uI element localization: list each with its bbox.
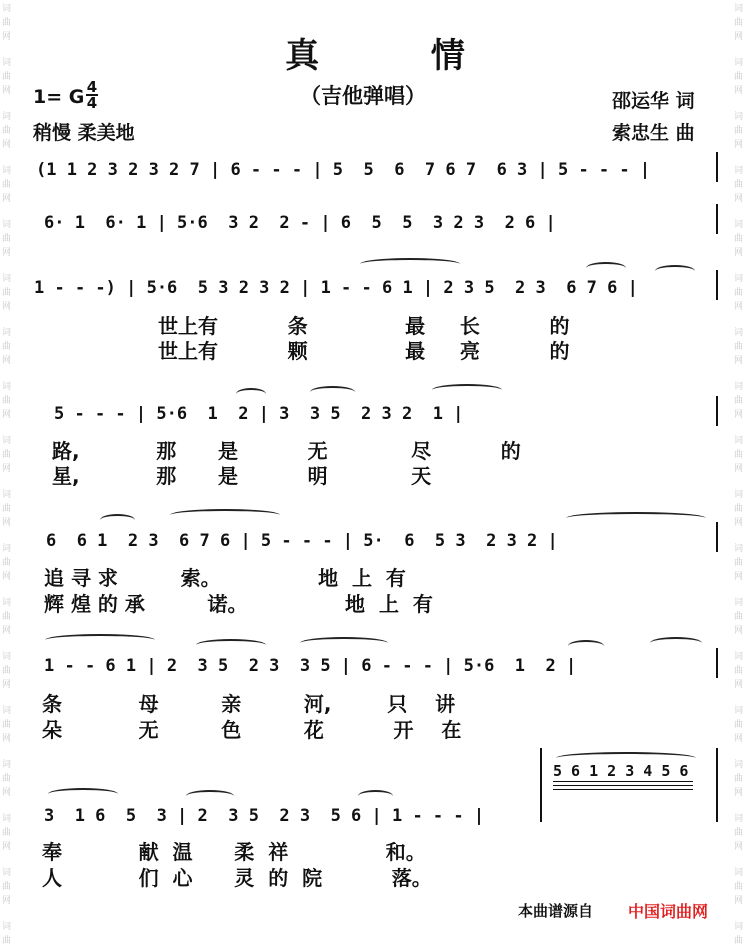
watermark-char: 网 — [2, 518, 12, 528]
score-row-3-notes: 1 - - -) | 5·6 5 3 2 3 2 | 1 - - 6 1 | 2 3 5 2 3 6 7 6 | — [34, 278, 638, 298]
watermark-char: 曲 — [2, 126, 12, 136]
watermark-char: 词 — [734, 652, 744, 662]
time-signature — [86, 80, 98, 110]
watermark-char: 词 — [734, 490, 744, 500]
watermark-char: 词 — [2, 598, 12, 608]
score-row-3-lyric-2: 世上有 颗 最 亮 的 — [158, 339, 570, 363]
song-title: 真 情 — [285, 36, 515, 76]
watermark-char: 词 — [2, 112, 12, 122]
slur — [586, 262, 626, 274]
watermark-char: 词 — [734, 274, 744, 284]
watermark-char: 曲 — [2, 882, 12, 892]
watermark-char: 曲 — [734, 18, 744, 28]
slur — [360, 258, 460, 270]
watermark-char: 词 — [2, 544, 12, 554]
watermark-right — [732, 0, 750, 949]
slur — [568, 640, 604, 652]
barline — [716, 748, 718, 822]
watermark-char: 网 — [734, 734, 744, 744]
watermark-char: 曲 — [2, 558, 12, 568]
watermark-char: 词 — [734, 436, 744, 446]
watermark-char: 词 — [2, 814, 12, 824]
slur — [358, 790, 393, 802]
watermark-char: 词 — [734, 760, 744, 770]
watermark-char: 网 — [734, 302, 744, 312]
lyricist: 邵运华 词 — [612, 90, 695, 112]
watermark-char: 网 — [734, 842, 744, 852]
score-row-4-lyric-1: 路, 那 是 无 尽 的 — [52, 439, 521, 463]
watermark-char: 网 — [2, 140, 12, 150]
watermark-char: 词 — [2, 166, 12, 176]
watermark-char: 曲 — [2, 396, 12, 406]
slur — [170, 509, 280, 521]
watermark-char: 词 — [734, 382, 744, 392]
watermark-char: 曲 — [734, 72, 744, 82]
score-row-2-notes: 6· 1 6· 1 | 5·6 3 2 2 - | 6 5 5 3 2 3 2 6 | — [44, 213, 556, 233]
watermark-char: 网 — [734, 464, 744, 474]
watermark-char: 网 — [734, 680, 744, 690]
tempo-marking: 稍慢 柔美地 — [33, 122, 135, 144]
watermark-char: 曲 — [2, 450, 12, 460]
watermark-char: 网 — [2, 86, 12, 96]
watermark-char: 词 — [2, 706, 12, 716]
watermark-char: 网 — [734, 572, 744, 582]
watermark-char: 词 — [734, 328, 744, 338]
watermark-char: 词 — [734, 112, 744, 122]
watermark-char: 词 — [2, 274, 12, 284]
score-row-5-lyric-2: 辉 煌 的 承 诺。 地 上 有 — [44, 592, 433, 616]
key-signature: 1= G — [33, 86, 85, 108]
watermark-char: 网 — [2, 788, 12, 798]
watermark-char: 曲 — [734, 396, 744, 406]
watermark-char: 词 — [734, 58, 744, 68]
slur — [556, 752, 696, 764]
time-bottom: 4 — [86, 94, 98, 112]
watermark-char: 词 — [2, 922, 12, 932]
song-subtitle: （吉他弹唱） — [300, 84, 426, 108]
watermark-char: 词 — [734, 922, 744, 932]
watermark-char: 网 — [734, 356, 744, 366]
watermark-char: 词 — [2, 58, 12, 68]
watermark-char: 词 — [2, 436, 12, 446]
score-row-7-lyric-1: 奉 献 温 柔 祥 和。 — [42, 840, 426, 864]
watermark-char: 曲 — [734, 180, 744, 190]
watermark-char: 网 — [2, 410, 12, 420]
watermark-char: 网 — [734, 896, 744, 906]
watermark-char: 曲 — [734, 504, 744, 514]
score-row-6-notes: 1 - - 6 1 | 2 3 5 2 3 3 5 | 6 - - - | 5·6 1 2 | — [44, 656, 577, 676]
slur — [100, 514, 135, 526]
barline — [716, 396, 718, 426]
watermark-char: 网 — [2, 194, 12, 204]
watermark-char: 网 — [2, 896, 12, 906]
watermark-char: 网 — [2, 464, 12, 474]
watermark-char: 词 — [2, 760, 12, 770]
watermark-char: 曲 — [2, 72, 12, 82]
watermark-char: 网 — [2, 302, 12, 312]
watermark-char: 词 — [734, 706, 744, 716]
slur — [186, 790, 234, 802]
watermark-char: 曲 — [2, 828, 12, 838]
score-row-3-lyric-1: 世上有 条 最 长 的 — [158, 314, 570, 338]
score-row-4-notes: 5 - - - | 5·6 1 2 | 3 3 5 2 3 2 1 | — [54, 404, 464, 424]
watermark-char: 曲 — [734, 936, 744, 946]
site-brand-link[interactable]: 中国词曲网 — [628, 902, 709, 921]
watermark-char: 词 — [2, 868, 12, 878]
score-row-5-notes: 6 6 1 2 3 6 7 6 | 5 - - - | 5· 6 5 3 2 3 2 | — [46, 531, 558, 551]
watermark-char: 曲 — [734, 666, 744, 676]
coda-run: 5 6 1 2 3 4 5 6 — [553, 762, 689, 780]
watermark-char: 曲 — [734, 612, 744, 622]
watermark-char: 曲 — [2, 936, 12, 946]
watermark-char: 网 — [734, 518, 744, 528]
score-row-7-notes: 3 1 6 5 3 | 2 3 5 2 3 5 6 | 1 - - - | — [44, 806, 485, 826]
slur — [45, 634, 155, 646]
watermark-char: 曲 — [734, 450, 744, 460]
watermark-char: 词 — [2, 220, 12, 230]
barline — [716, 648, 718, 678]
composer: 索忠生 曲 — [612, 122, 695, 144]
beam-line — [553, 789, 693, 790]
slur — [566, 512, 706, 524]
watermark-char: 词 — [2, 490, 12, 500]
slur — [655, 265, 695, 277]
watermark-char: 词 — [2, 328, 12, 338]
watermark-char: 曲 — [734, 342, 744, 352]
watermark-char: 网 — [734, 140, 744, 150]
watermark-char: 词 — [2, 652, 12, 662]
watermark-char: 网 — [2, 842, 12, 852]
watermark-char: 网 — [734, 194, 744, 204]
slur — [650, 637, 702, 649]
barline — [716, 204, 718, 234]
source-text: 本曲谱源自 — [518, 902, 594, 920]
watermark-char: 网 — [2, 248, 12, 258]
slur — [48, 788, 118, 800]
score-row-5-lyric-1: 追 寻 求 索。 地 上 有 — [44, 566, 406, 590]
watermark-char: 网 — [2, 356, 12, 366]
slur — [432, 384, 502, 396]
score-row-6-lyric-2: 朵 无 色 花 开 在 — [42, 718, 462, 742]
watermark-char: 词 — [734, 814, 744, 824]
score-row-7-lyric-2: 人 们 心 灵 的 院 落。 — [42, 866, 432, 890]
watermark-char: 曲 — [2, 18, 12, 28]
slur — [196, 639, 266, 651]
barline — [716, 270, 718, 300]
score-row-1-notes: (1 1 2 3 2 3 2 7 | 6 - - - | 5 5 6 7 6 7 6 3 | 5 - - - | — [36, 160, 651, 180]
score-row-6-lyric-1: 条 母 亲 河, 只 讲 — [42, 692, 456, 716]
watermark-char: 词 — [734, 598, 744, 608]
watermark-char: 词 — [2, 382, 12, 392]
beam-line — [553, 781, 693, 782]
watermark-char: 曲 — [734, 288, 744, 298]
watermark-char: 词 — [734, 868, 744, 878]
watermark-char: 网 — [734, 32, 744, 42]
watermark-char: 曲 — [734, 126, 744, 136]
watermark-char: 曲 — [2, 666, 12, 676]
barline — [716, 522, 718, 552]
watermark-char: 曲 — [2, 612, 12, 622]
watermark-char: 词 — [734, 220, 744, 230]
watermark-char: 曲 — [2, 288, 12, 298]
slur — [310, 386, 355, 398]
time-top: 4 — [86, 78, 98, 96]
watermark-char: 网 — [734, 410, 744, 420]
watermark-char: 曲 — [2, 234, 12, 244]
watermark-char: 曲 — [734, 558, 744, 568]
slur — [300, 637, 388, 649]
watermark-char: 词 — [734, 4, 744, 14]
watermark-char: 网 — [2, 680, 12, 690]
score-row-4-lyric-2: 星, 那 是 明 天 — [52, 464, 432, 488]
watermark-char: 曲 — [2, 774, 12, 784]
watermark-char: 曲 — [2, 504, 12, 514]
watermark-char: 曲 — [734, 882, 744, 892]
watermark-char: 曲 — [734, 234, 744, 244]
watermark-char: 词 — [2, 4, 12, 14]
watermark-char: 网 — [2, 572, 12, 582]
barline — [716, 152, 718, 182]
watermark-left — [0, 0, 18, 949]
watermark-char: 曲 — [2, 720, 12, 730]
watermark-char: 网 — [734, 248, 744, 258]
watermark-char: 网 — [734, 86, 744, 96]
watermark-char: 曲 — [734, 828, 744, 838]
watermark-char: 曲 — [734, 774, 744, 784]
watermark-char: 曲 — [2, 180, 12, 190]
barline — [540, 748, 542, 822]
watermark-char: 词 — [734, 166, 744, 176]
slur — [236, 388, 266, 400]
beam-line — [553, 785, 693, 786]
watermark-char: 网 — [2, 32, 12, 42]
watermark-char: 曲 — [734, 720, 744, 730]
watermark-char: 网 — [734, 788, 744, 798]
watermark-char: 词 — [734, 544, 744, 554]
watermark-char: 网 — [734, 626, 744, 636]
watermark-char: 网 — [2, 734, 12, 744]
watermark-char: 网 — [2, 626, 12, 636]
watermark-char: 曲 — [2, 342, 12, 352]
